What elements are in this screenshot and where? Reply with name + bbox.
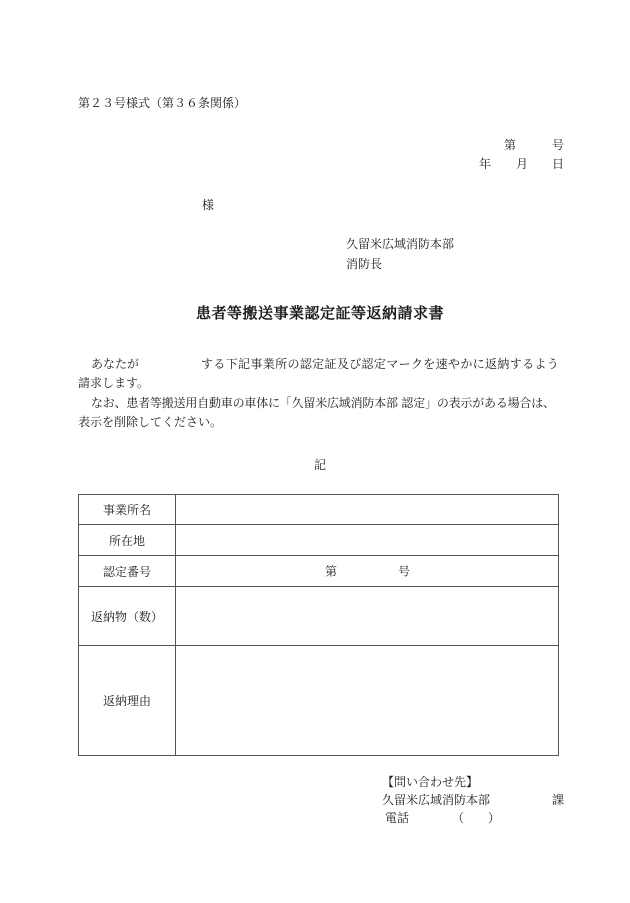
cert-number-prefix: 第 bbox=[325, 564, 338, 579]
issuer-title: 消防長 bbox=[346, 257, 383, 271]
contact-org: 久留米広域消防本部 bbox=[382, 793, 491, 807]
contact-phone-label: 電話 bbox=[385, 811, 410, 825]
date-day: 日 bbox=[552, 157, 565, 171]
body-p2-line2: 表示を削除してください。 bbox=[78, 415, 223, 429]
label-returned-items: 返納物（数） bbox=[79, 587, 176, 646]
date-year: 年 bbox=[479, 157, 492, 171]
date-month: 月 bbox=[516, 157, 529, 171]
doc-number-suffix: 号 bbox=[552, 138, 565, 152]
table-row bbox=[79, 495, 559, 525]
table-row bbox=[79, 646, 559, 756]
label-location: 所在地 bbox=[79, 525, 176, 556]
issuer-org: 久留米広域消防本部 bbox=[346, 237, 455, 251]
addressee-suffix: 様 bbox=[202, 198, 215, 212]
label-cert-number: 認定番号 bbox=[79, 556, 176, 587]
body-p1-start: あなたが bbox=[91, 357, 140, 371]
cert-number-suffix: 号 bbox=[398, 564, 411, 579]
body-p1-rest: する下記事業所の認定証及び認定マークを速やかに返納するよう bbox=[201, 357, 560, 371]
value-location[interactable] bbox=[176, 525, 559, 556]
contact-heading: 【問い合わせ先】 bbox=[382, 775, 479, 789]
value-cert-number[interactable] bbox=[176, 556, 559, 587]
return-details-table bbox=[78, 494, 559, 756]
table-row bbox=[79, 556, 559, 587]
table-row bbox=[79, 587, 559, 646]
ki-heading: 記 bbox=[314, 458, 327, 472]
body-p1-line2: 請求します。 bbox=[78, 376, 150, 390]
table-row bbox=[79, 525, 559, 556]
label-business-name: 事業所名 bbox=[79, 495, 176, 525]
contact-phone-close: ） bbox=[488, 811, 501, 825]
body-p2-line1: なお、患者等搬送用自動車の車体に「久留米広域消防本部 認定」の表示がある場合は、 bbox=[91, 396, 555, 410]
value-returned-items[interactable] bbox=[176, 587, 559, 646]
contact-phone-open: （ bbox=[452, 811, 465, 825]
document-title: 患者等搬送事業認定証等返納請求書 bbox=[196, 304, 445, 322]
value-business-name[interactable] bbox=[176, 495, 559, 525]
contact-section-suffix: 課 bbox=[552, 793, 565, 807]
value-return-reason[interactable] bbox=[176, 646, 559, 756]
label-return-reason: 返納理由 bbox=[79, 646, 176, 756]
form-number: 第２３号様式（第３６条関係） bbox=[78, 96, 247, 110]
doc-number-prefix: 第 bbox=[504, 138, 517, 152]
